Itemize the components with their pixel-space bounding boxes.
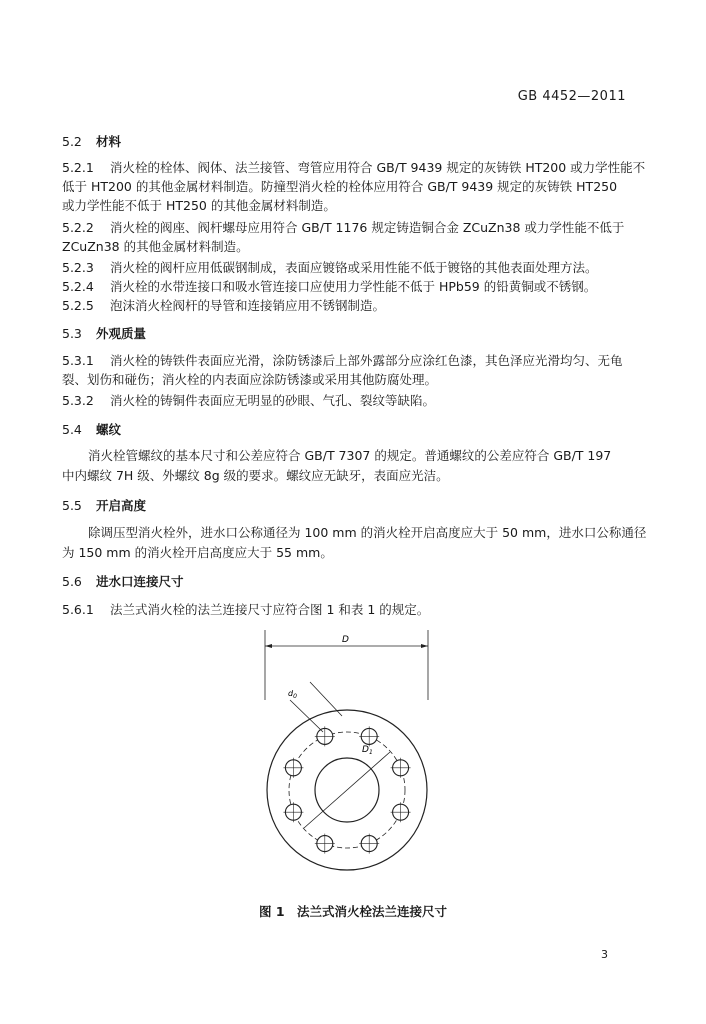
clause-number: 5.3.2 [62,393,94,408]
clause-text-line: 法兰式消火栓的法兰连接尺寸应符合图 1 和表 1 的规定。 [110,602,430,617]
flange-drawing [250,630,450,880]
clause-5-2-4 [62,277,596,296]
clause-5-3-1 [62,351,623,370]
clause-text-line: 消火栓的水带连接口和吸水管连接口应使用力学性能不低于 HPb59 的铅黄铜或不锈钢。 [110,279,597,294]
clause-number: 5.3.1 [62,353,94,368]
paragraph-5-4-line: 消火栓管螺纹的基本尺寸和公差应符合 GB/T 7307 的规定。普通螺纹的公差应符合 GB/T 197 [88,448,612,463]
clause-5-2-1 [62,158,645,177]
clause-text-line: ZCuZn38 的其他金属材料制造。 [62,239,249,254]
section-title: 材料 [96,134,122,149]
section-title: 进水口连接尺寸 [96,574,184,589]
section-5-6-heading [62,572,184,590]
clause-number: 5.6.1 [62,602,94,617]
clause-text-line: 低于 HT200 的其他金属材料制造。防撞型消火栓的栓体应用符合 GB/T 9439 规定的灰铸铁 HT250 [62,179,618,194]
section-5-2-heading [62,132,121,150]
section-number: 5.6 [62,574,82,589]
section-5-4-heading [62,420,121,438]
clause-number: 5.2.4 [62,279,94,294]
clause-text-line: 或力学性能不低于 HT250 的其他金属材料制造。 [62,198,336,213]
clause-text-line: 消火栓的阀杆应用低碳钢制成，表面应镀铬或采用性能不低于镀铬的其他表面处理方法。 [110,260,598,275]
paragraph-5-5-line: 为 150 mm 的消火栓开启高度应大于 55 mm。 [62,545,333,560]
section-title: 开启高度 [96,498,147,513]
section-5-3-heading [62,324,146,342]
clause-text-line: 消火栓的阀座、阀杆螺母应用符合 GB/T 1176 规定铸造铜合金 ZCuZn38 或力学性能不低于 [110,220,625,235]
clause-text-line: 消火栓的栓体、阀体、法兰接管、弯管应用符合 GB/T 9439 规定的灰铸铁 HT200 或力学性能不 [110,160,646,175]
label-d0: $d_0$ [288,689,297,700]
page-number: 3 [601,948,608,961]
figure-caption: 图 1 法兰式消火栓法兰连接尺寸 [258,904,448,919]
paragraph-5-4-line: 中内螺纹 7H 级、外螺纹 8g 级的要求。螺纹应无缺牙，表面应光洁。 [62,468,449,483]
label-d: D [342,635,349,645]
section-number: 5.2 [62,134,82,149]
section-number: 5.3 [62,326,82,341]
clause-text-line: 消火栓的铸铜件表面应无明显的砂眼、气孔、裂纹等缺陷。 [110,393,436,408]
clause-5-3-2 [62,391,435,410]
dimension-line-d1 [304,752,390,828]
clause-text-line: 泡沫消火栓阀杆的导管和连接销应用不锈钢制造。 [110,298,386,313]
section-title: 螺纹 [96,422,122,437]
section-number: 5.5 [62,498,82,513]
section-number: 5.4 [62,422,82,437]
standard-number: GB 4452—2011 [517,89,626,104]
clause-number: 5.2.3 [62,260,94,275]
clause-5-2-2 [62,218,624,237]
section-title: 外观质量 [96,326,147,341]
arrow-right [421,644,428,648]
clause-5-6-1 [62,600,429,619]
clause-number: 5.2.2 [62,220,94,235]
section-5-5-heading [62,496,146,514]
arrow-left [265,644,272,648]
clause-text-line: 消火栓的铸铁件表面应光滑，涂防锈漆后上部外露部分应涂红色漆，其色泽应光滑均匀、无龟 [110,353,623,368]
clause-5-2-5 [62,296,385,315]
clause-5-2-3 [62,258,598,277]
clause-text-line: 裂、划伤和碰伤；消火栓的内表面应涂防锈漆或采用其他防腐处理。 [62,372,438,387]
paragraph-5-5-line: 除调压型消火栓外，进水口公称通径为 100 mm 的消火栓开启高度应大于 50 mm，进水口公称通径 [88,525,647,540]
clause-number: 5.2.5 [62,298,94,313]
leader-line-d0-b [310,682,342,716]
label-d1: $D_1$ [362,745,373,756]
clause-number: 5.2.1 [62,160,94,175]
